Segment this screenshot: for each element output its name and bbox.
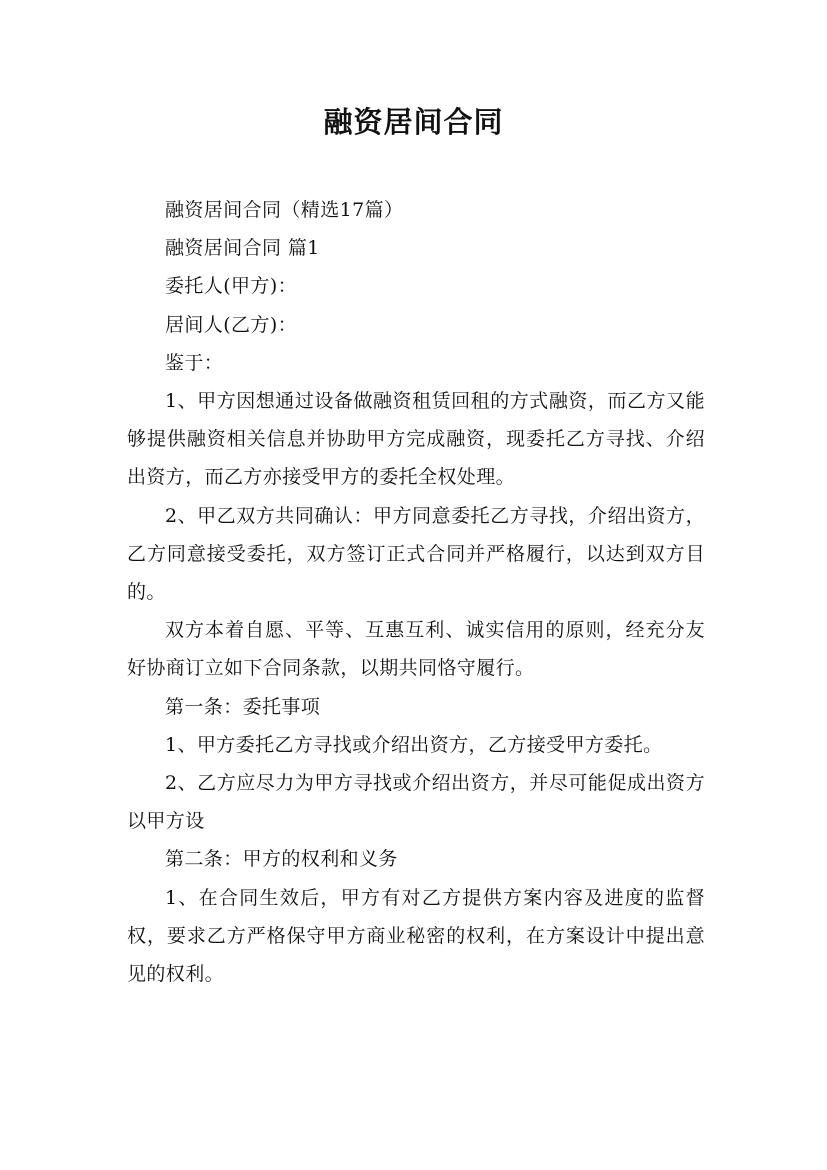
paragraph-whereas-1: 1、甲方因想通过设备做融资租赁回租的方式融资，而乙方又能够提供融资相关信息并协助甲方完成融资，现委托乙方寻找、介绍出资方，而乙方亦接受甲方的委托全权处理。 (127, 390, 705, 489)
paragraph-article-2-item-1: 1、在合同生效后，甲方有对乙方提供方案内容及进度的监督权，要求乙方严格保守甲方商业秘密的权利，在方案设计中提出意见的权利。 (127, 886, 705, 986)
paragraph-chapter-heading: 融资居间合同 篇1 (165, 237, 320, 260)
paragraph-article-1-item-1: 1、甲方委托乙方寻找或介绍出资方，乙方接受甲方委托。 (165, 733, 663, 756)
document-body (127, 191, 705, 993)
paragraph-whereas: 鉴于： (165, 351, 224, 374)
paragraph-subtitle: 融资居间合同（精选17篇） (165, 199, 404, 221)
paragraph-article-2-heading: 第二条：甲方的权利和义务 (165, 848, 398, 871)
paragraph-article-1-heading: 第一条：委托事项 (165, 695, 321, 718)
paragraph-principles: 双方本着自愿、平等、互惠互利、诚实信用的原则，经充分友好协商订立如下合同条款，以期共同恪守履行。 (127, 619, 705, 680)
document-title: 融资居间合同 (323, 105, 504, 139)
paragraph-party-a: 委托人(甲方)： (165, 275, 298, 298)
paragraph-whereas-2: 2、甲乙双方共同确认：甲方同意委托乙方寻找，介绍出资方，乙方同意接受委托，双方签订正式合同并严格履行，以达到双方目的。 (127, 504, 705, 604)
paragraph-party-b: 居间人(乙方)： (165, 313, 298, 336)
paragraph-article-1-item-2: 2、乙方应尽力为甲方寻找或介绍出资方，并尽可能促成出资方以甲方设 (127, 772, 705, 833)
